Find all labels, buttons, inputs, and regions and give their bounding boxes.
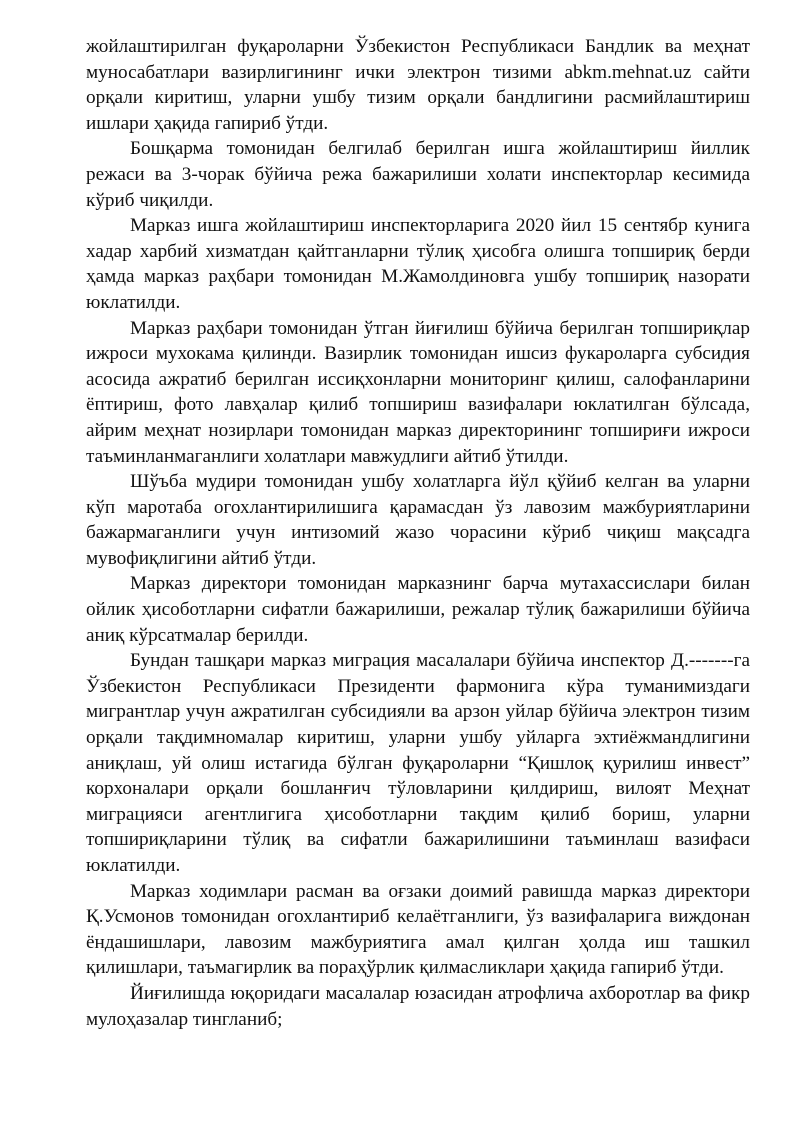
paragraph-6: Марказ директори томонидан марказнинг барча мутахассислари билан ойлик ҳисоботларни сифатли бажарилиши, режалар тўлиқ бажарилиши бўйича аниқ кўрсатмалар берилди. (86, 573, 750, 646)
paragraph-3: Марказ ишга жойлаштириш инспекторларига 2020 йил 15 сентябр кунига хадар харбий хизматдан қайтганларни тўлиқ ҳисобга олишга топшириқ берди ҳамда марказ раҳбари томонидан М.Жамолдиновга ушбу топшириқ назорати юклатилди. (86, 215, 750, 313)
paragraph-2: Бошқарма томонидан белгилаб берилган ишга жойлаштириш йиллик режаси ва 3-чорак бўйича режа бажарилиши холати инспекторлар кесимида кўриб чиқилди. (86, 138, 750, 211)
paragraph-7: Бундан ташқари марказ миграция масалалари бўйича инспектор Д.-------га Ўзбекистон Республикаси Президенти фармонига кўра туманимиздаги мигрантлар учун ажратилган субсидияли ва арзон уйлар бўйича электрон тизим орқали тақдимномалар киритиш, уларни ушбу уйларга эхтиёжмандлигини аниқлаш, уй олиш истагида бўлган фуқароларни “Қишлоқ қурилиш инвест” корхоналари орқали бошланғич тўловларини қилдириш, вилоят Меҳнат миграцияси агентлигига ҳисоботларни тақдим қилиб бориш, уларни топшириқларини тўлиқ ва сифатли бажарилишини таъминлаш вазифаси юклатилди. (86, 650, 750, 876)
paragraph-9: Йиғилишда юқоридаги масалалар юзасидан атрофлича ахборотлар ва фикр мулоҳазалар тингланиб; (86, 982, 750, 1030)
paragraph-1: жойлаштирилган фуқароларни Ўзбекистон Республикаси Бандлик ва меҳнат муносабатлари вазирлигининг ички электрон тизими abkm.mehnat.uz сайти орқали киритиш, уларни ушбу тизим орқали бандлигини расмийлаштириш ишлари ҳақида гапириб ўтди. (86, 36, 750, 134)
paragraph-5: Шўъба мудири томонидан ушбу холатларга йўл қўйиб келган ва уларни кўп маротаба огохлантирилишига қарамасдан ўз лавозим мажбуриятларини бажармаганлиги учун интизомий жазо чорасини кўриб чиқиш мақсадга мувофиқлигини айтиб ўтди. (86, 471, 750, 569)
document-page (86, 34, 750, 1032)
paragraph-4: Марказ раҳбари томонидан ўтган йиғилиш бўйича берилган топшириқлар ижроси мухокама қилинди. Вазирлик томонидан ишсиз фукароларга субсидия асосида ажратиб берилган иссиқхонларни мониторинг қилиш, салофанларини ёптириш, фото лавҳалар қилиб топшириш вазифалари юклатилган бўлсада, айрим меҳнат нозирлари томонидан марказ директорининг топшириғи ижроси таъминланмаганлиги холатлари мавжудлиги айтиб ўтилди. (86, 317, 750, 467)
paragraph-8: Марказ ходимлари расман ва оғзаки доимий равишда марказ директори Қ.Усмонов томонидан огохлантириб келаётганлиги, ўз вазифаларига виждонан ёндашишлари, лавозим мажбуриятига амал қилган ҳолда иш ташкил қилишлари, таъмагирлик ва пораҳўрлик қилмасликлари ҳақида гапириб ўтди. (86, 880, 750, 979)
